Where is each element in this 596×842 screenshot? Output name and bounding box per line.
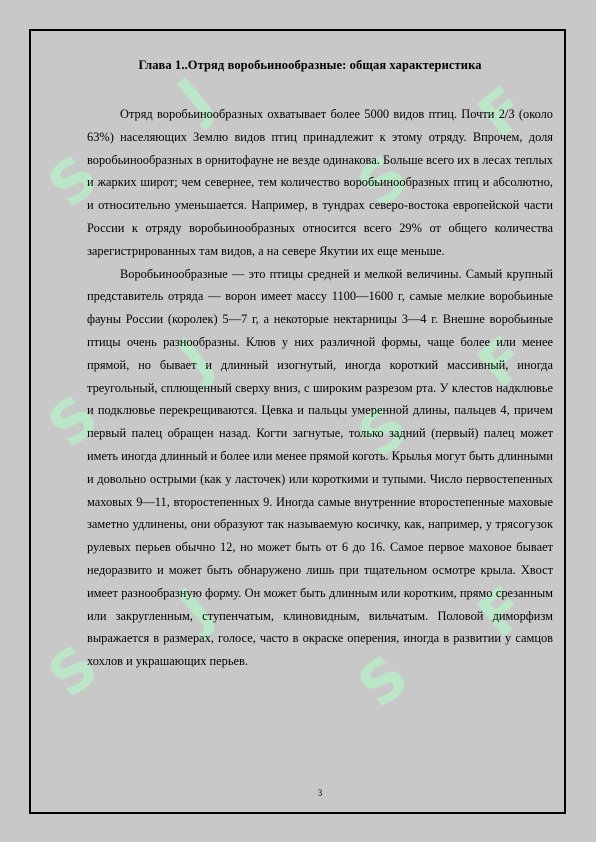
svg-text:J: J <box>165 574 226 641</box>
svg-text:F: F <box>465 323 540 401</box>
paragraph-1: Отряд воробьинообразных охватывает более 5000 видов птиц. Почти 2/3 (около 63%) населяющих Землю видов птиц принадлежит к этому отряду. Впрочем, доля воробьинообразных в орнитофауне не везде одинакова. Больше всего их в лесах теплых и жарких широт; чем севернее, тем количество воробьинообразных птиц и абсолютно, и относительно уменьшается. Например, в тундрах северо-востока европейской части России к отряду воробьинообразных относится всего 29% от общего количества зарегистрированных там видов, а на севере Якутии их еще меньше. <box>87 107 553 258</box>
svg-text:F: F <box>465 573 540 651</box>
svg-text:S: S <box>345 141 422 221</box>
svg-text:J: J <box>165 64 226 131</box>
body-text <box>87 103 553 673</box>
svg-text:S: S <box>35 631 112 711</box>
svg-text:S: S <box>35 381 112 461</box>
svg-text:S: S <box>35 141 112 221</box>
chapter-title: Глава 1..Отряд воробьинообразные: общая характеристика <box>138 58 482 72</box>
svg-text:J: J <box>165 324 226 391</box>
svg-text:F: F <box>465 73 540 151</box>
paragraph-2: Воробьинообразные — это птицы средней и мелкой величины. Самый крупный представитель отряда — ворон имеет массу 1100—1600 г, самые мелкие воробьиные фауны России (королек) 5—7 г, а некоторые нектарницы 3—4 г. Внешне воробьиные птицы очень разнообразны. Клюв у них различной формы, чаще более или менее прямой, но бывает и длинный изогнутый, иногда короткий массивный, иногда треугольный, сплющенный сверху вниз, с широким разрезом рта. У клестов надклювье и подклювье перекрещиваются. Цевка и пальцы умеренной длины, пальцев 4, причем первый палец обращен назад. Когти загнутые, только задний (первый) палец может иметь иногда длинный и более или менее прямой коготь. Крылья могут быть длинными и довольно острыми (как у ласточек) или короткими и тупыми. Число первостепенных маховых 9—11, второстепенных 9. Иногда самые внутренние второстепенные маховые заметно удлинены, они образуют так называемую косичку, как, например, у трясогузок рулевых перьев обычно 12, но может быть от 6 до 16. Самое первое маховое бывает недоразвито и может быть обнаружено лишь при тщательном осмотре крыла. Хвост имеет разнообразную форму. Он может быть длинным или коротким, прямо срезанным или закругленным, ступенчатым, клиновидным, вильчатым. Половой диморфизм выражается в размерах, голосе, часто в окраске оперения, иногда в развитии у самцов хохлов и украшающих перьев. <box>87 266 553 669</box>
svg-text:S: S <box>345 641 422 721</box>
page-number: 3 <box>317 788 323 798</box>
svg-text:S: S <box>345 391 422 471</box>
